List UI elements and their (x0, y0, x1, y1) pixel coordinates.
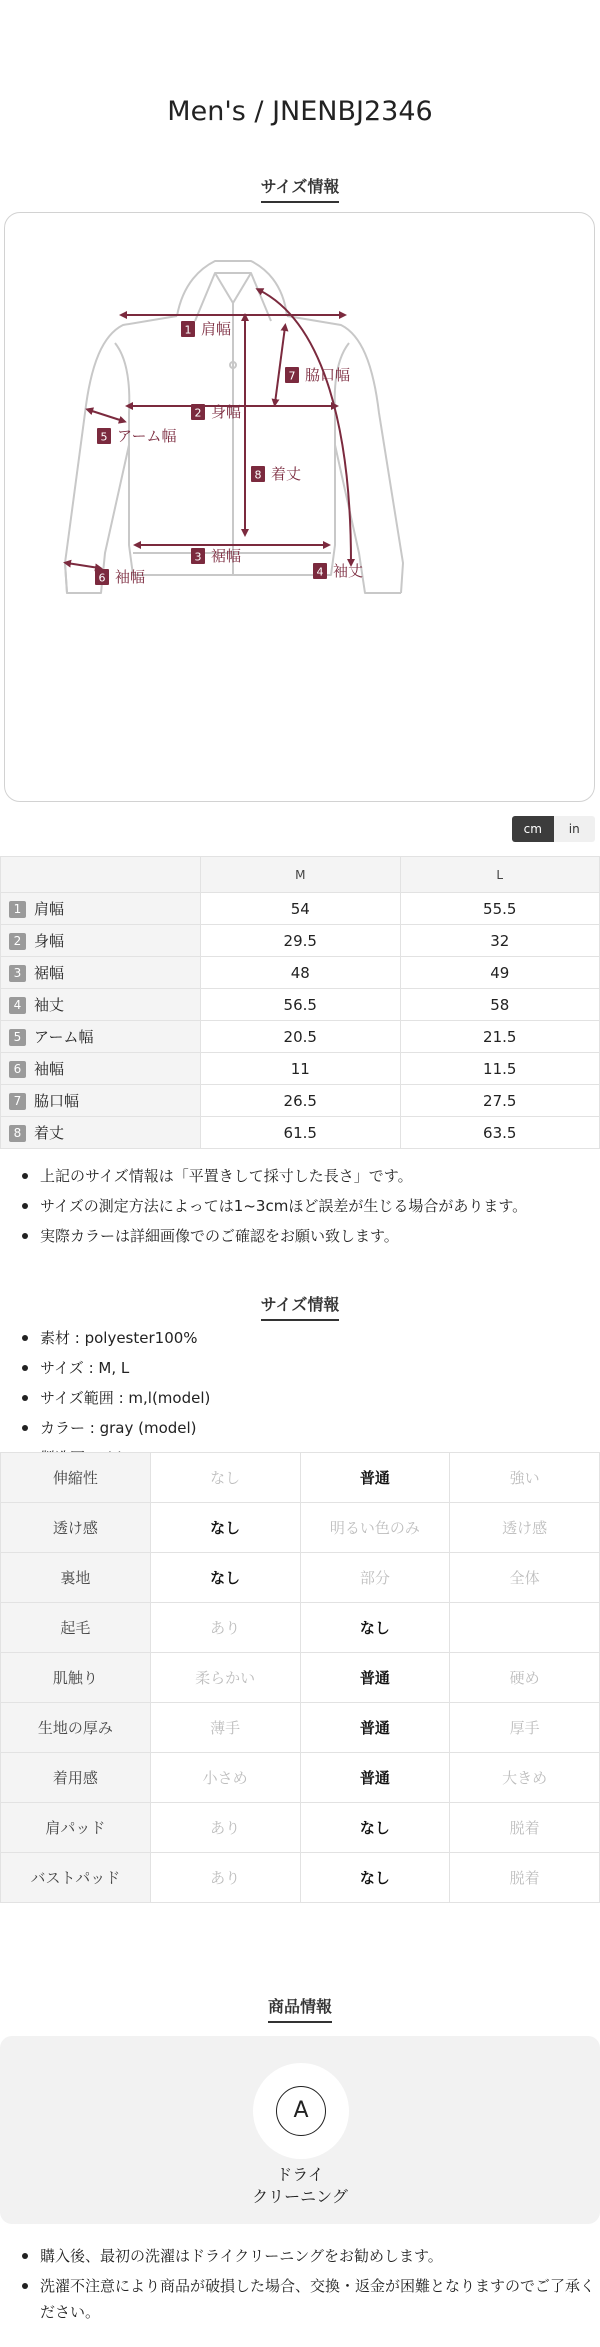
size-column-header: L (400, 857, 600, 893)
svg-text:1: 1 (184, 323, 192, 337)
size-table-header (1, 857, 600, 893)
table-row (1, 1553, 600, 1603)
attribute-option: 大きめ (450, 1753, 600, 1803)
care-label (0, 2164, 600, 2208)
table-row (1, 1603, 600, 1653)
svg-text:5: 5 (100, 430, 108, 444)
svg-text:6: 6 (98, 571, 106, 585)
table-row (1, 1021, 600, 1053)
attribute-option: 強い (450, 1453, 600, 1503)
attribute-option: 普通 (300, 1703, 450, 1753)
attribute-option: 部分 (300, 1553, 450, 1603)
row-number-badge: 7 (9, 1093, 26, 1110)
care-label-line: ドライ (276, 2165, 324, 2184)
table-row (1, 1453, 600, 1503)
attribute-option: 小さめ (150, 1753, 300, 1803)
spec-section-heading (0, 1292, 600, 1321)
product-info-heading (0, 1994, 600, 2023)
table-row (1, 1703, 600, 1753)
attribute-option: 全体 (450, 1553, 600, 1603)
table-row (1, 1653, 600, 1703)
svg-text:袖幅: 袖幅 (115, 568, 146, 586)
table-cell: 49 (400, 957, 600, 989)
table-row (1, 1053, 600, 1085)
attribute-option: 柔らかい (150, 1653, 300, 1703)
row-label: 袖丈 (34, 996, 65, 1014)
attribute-option: 透け感 (450, 1503, 600, 1553)
size-section-title: サイズ情報 (261, 174, 340, 203)
label-cuff-width (95, 568, 145, 586)
svg-text:7: 7 (288, 369, 296, 383)
label-shoulder (181, 320, 231, 338)
care-notes-list (0, 2241, 600, 2327)
attribute-option: あり (150, 1853, 300, 1903)
row-number-badge: 2 (9, 933, 26, 950)
attribute-label: 肩パッド (1, 1803, 151, 1853)
product-title: Men's / JNENBJ2346 (167, 96, 433, 127)
care-instructions-box (0, 2036, 600, 2224)
table-row (1, 1085, 600, 1117)
attribute-label: 生地の厚み (1, 1703, 151, 1753)
table-cell: 32 (400, 925, 600, 957)
attribute-option: 脱着 (450, 1803, 600, 1853)
attribute-option: 普通 (300, 1753, 450, 1803)
row-label: 袖幅 (34, 1060, 65, 1078)
attribute-label: 透け感 (1, 1503, 151, 1553)
spec-section-title: サイズ情報 (261, 1292, 340, 1321)
measurement-labels (95, 320, 363, 586)
attribute-option: なし (300, 1853, 450, 1903)
attribute-label: 肌触り (1, 1653, 151, 1703)
table-cell: 61.5 (201, 1117, 401, 1149)
row-label: 肩幅 (34, 900, 65, 918)
table-cell: 20.5 (201, 1021, 401, 1053)
row-label: 裾幅 (34, 964, 65, 982)
size-section-heading (0, 174, 600, 203)
list-item: サイズ : M, L (0, 1353, 600, 1383)
attribute-option (450, 1603, 600, 1653)
attribute-option: 普通 (300, 1453, 450, 1503)
table-cell: 48 (201, 957, 401, 989)
list-item: 洗濯不注意により商品が破損した場合、交換・返金が困難となりますのでご了承ください。 (0, 2271, 600, 2327)
table-cell: 55.5 (400, 893, 600, 925)
label-length (251, 465, 301, 483)
size-diagram (4, 212, 595, 802)
table-cell: 63.5 (400, 1117, 600, 1149)
attribute-label: バストパッド (1, 1853, 151, 1903)
attribute-label: 裏地 (1, 1553, 151, 1603)
attribute-option: なし (150, 1503, 300, 1553)
list-item: 実際カラーは詳細画像でのご確認をお願い致します。 (0, 1221, 600, 1251)
attribute-option: あり (150, 1603, 300, 1653)
table-cell: 11 (201, 1053, 401, 1085)
unit-in-button[interactable]: in (568, 822, 580, 836)
table-cell: 21.5 (400, 1021, 600, 1053)
label-arm-width (97, 427, 177, 445)
attribute-option: なし (150, 1553, 300, 1603)
row-label: アーム幅 (34, 1028, 94, 1046)
spec-list (0, 1323, 600, 1473)
attribute-option: 明るい色のみ (300, 1503, 450, 1553)
row-label: 着丈 (34, 1124, 65, 1142)
care-symbol-circle (253, 2063, 349, 2159)
attribute-option: なし (300, 1803, 450, 1853)
label-hem (191, 547, 241, 565)
attribute-option: 硬め (450, 1653, 600, 1703)
size-table (0, 856, 600, 1149)
attribute-option: 厚手 (450, 1703, 600, 1753)
table-cell: 27.5 (400, 1085, 600, 1117)
svg-text:着丈: 着丈 (271, 465, 302, 483)
attribute-option: なし (150, 1453, 300, 1503)
size-table-corner (1, 857, 201, 893)
table-row (1, 893, 600, 925)
label-chest (191, 403, 241, 421)
unit-cm-button[interactable]: cm (512, 816, 554, 842)
row-label: 脇口幅 (34, 1092, 80, 1110)
care-label-line: クリーニング (252, 2187, 348, 2206)
size-column-header: M (201, 857, 401, 893)
attribute-label: 着用感 (1, 1753, 151, 1803)
table-row (1, 1503, 600, 1553)
table-row (1, 989, 600, 1021)
attribute-label: 伸縮性 (1, 1453, 151, 1503)
table-cell: 56.5 (201, 989, 401, 1021)
list-item: 素材 : polyester100% (0, 1323, 600, 1353)
label-armhole-width (285, 366, 350, 384)
list-item: 上記のサイズ情報は「平置きして採寸した長さ」です。 (0, 1161, 600, 1191)
attribute-label: 起毛 (1, 1603, 151, 1653)
label-sleeve-length (313, 562, 363, 580)
svg-text:3: 3 (194, 550, 202, 564)
attribute-option: 薄手 (150, 1703, 300, 1753)
attribute-option: なし (300, 1603, 450, 1653)
attribute-option: 脱着 (450, 1853, 600, 1903)
table-cell: 54 (201, 893, 401, 925)
attribute-option: 普通 (300, 1653, 450, 1703)
svg-text:8: 8 (254, 468, 262, 482)
table-row (1, 957, 600, 989)
table-row (1, 925, 600, 957)
jacket-outline (65, 261, 403, 593)
table-row (1, 1853, 600, 1903)
product-info-title: 商品情報 (268, 1994, 332, 2023)
table-cell: 58 (400, 989, 600, 1021)
size-notes-list (0, 1161, 600, 1251)
fabric-attributes-table (0, 1452, 600, 1903)
row-label: 身幅 (34, 932, 65, 950)
table-row (1, 1753, 600, 1803)
table-cell: 26.5 (201, 1085, 401, 1117)
jacket-illustration (5, 213, 595, 802)
svg-text:肩幅: 肩幅 (201, 320, 232, 338)
row-number-badge: 5 (9, 1029, 26, 1046)
table-cell: 11.5 (400, 1053, 600, 1085)
list-item: カラー : gray (model) (0, 1413, 600, 1443)
svg-text:身幅: 身幅 (211, 403, 242, 421)
svg-text:4: 4 (316, 565, 324, 579)
table-row (1, 1803, 600, 1853)
svg-text:脇口幅: 脇口幅 (305, 366, 351, 384)
table-row (1, 1117, 600, 1149)
row-number-badge: 4 (9, 997, 26, 1014)
dry-clean-icon: A (276, 2086, 326, 2136)
list-item: サイズの測定方法によっては1~3cmほど誤差が生じる場合があります。 (0, 1191, 600, 1221)
row-number-badge: 8 (9, 1125, 26, 1142)
list-item: 購入後、最初の洗濯はドライクリーニングをお勧めします。 (0, 2241, 600, 2271)
attribute-option: あり (150, 1803, 300, 1853)
row-number-badge: 1 (9, 901, 26, 918)
row-number-badge: 3 (9, 965, 26, 982)
svg-text:袖丈: 袖丈 (333, 562, 364, 580)
list-item: サイズ範囲 : m,l(model) (0, 1383, 600, 1413)
svg-text:アーム幅: アーム幅 (117, 427, 177, 445)
row-number-badge: 6 (9, 1061, 26, 1078)
unit-toggle[interactable] (512, 816, 595, 842)
svg-text:裾幅: 裾幅 (211, 547, 242, 565)
svg-text:2: 2 (194, 406, 202, 420)
table-cell: 29.5 (201, 925, 401, 957)
